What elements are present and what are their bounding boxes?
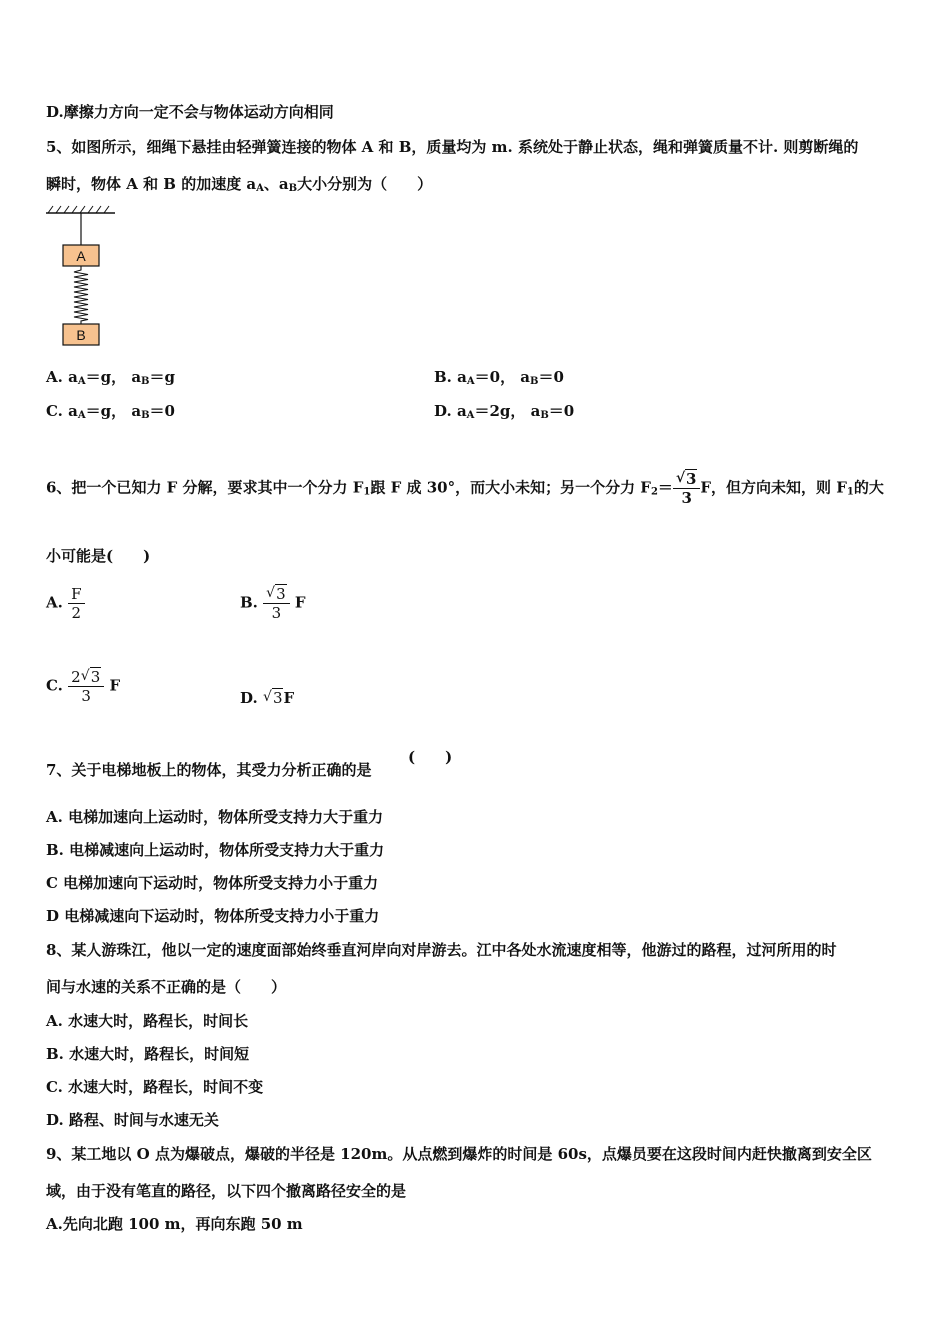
q9-stem-line2: 域，由于没有笔直的路径，以下四个撤离路径安全的是 — [46, 1182, 407, 1200]
q7-option-c: C 电梯加速向下运动时，物体所受支持力小于重力 — [46, 874, 379, 892]
q5-option-a: A. $a_A=g$， $a_B=g$ — [46, 368, 175, 387]
q5-option-c: C. $a_A=g$， $a_B=0$ — [46, 402, 175, 421]
block-b-label: B — [76, 327, 86, 343]
q4-option-d: D.摩擦力方向一定不会与物体运动方向相同 — [46, 103, 334, 121]
q7-paren: ( ) — [408, 748, 453, 766]
q6-stem-line2: 小可能是( ) — [46, 547, 151, 565]
q6-option-b: B. √ 3 3 F — [240, 585, 306, 622]
q6-option-c: C. 2 √ 3 3 F — [46, 668, 121, 705]
q8-option-b: B. 水速大时，路程长，时间短 — [46, 1045, 250, 1063]
q8-stem-line1: 8、某人游珠江，他以一定的速度面部始终垂直河岸向对岸游去。江中各处水流速度相等，他游过的路程，过河所用的时 — [46, 941, 837, 959]
q8-option-c: C. 水速大时，路程长，时间不变 — [46, 1078, 264, 1096]
spring — [74, 266, 88, 324]
q7-stem: 7、关于电梯地板上的物体，其受力分析正确的是 — [46, 761, 372, 779]
q9-stem-line1: 9、某工地以 O 点为爆破点，爆破的半径是 120m。从点燃到爆炸的时间是 60s，点爆员要在这段时间内赶快撤离到安全区 — [46, 1145, 872, 1163]
block-a-label: A — [76, 248, 86, 264]
q8-stem-line2: 间与水速的关系不正确的是（ ） — [46, 978, 287, 996]
q5-option-b: B. $a_A=0$， $a_B=0$ — [434, 368, 564, 387]
q9-option-a: A.先向北跑 100 m，再向东跑 50 m — [46, 1215, 303, 1233]
q7-option-a: A. 电梯加速向上运动时，物体所受支持力大于重力 — [46, 808, 384, 826]
q8-option-d: D. 路程、时间与水速无关 — [46, 1111, 219, 1129]
ceiling-hatch — [46, 206, 115, 213]
q5-stem-line1: 5、如图所示，细绳下悬挂由轻弹簧连接的物体 A 和 B，质量均为 m. 系统处于静止状态，绳和弹簧质量不计. 则剪断绳的 — [46, 138, 859, 156]
spring-block-figure — [40, 200, 120, 350]
q6-option-d: D. √ 3F — [240, 689, 295, 707]
q5-option-d: D. $a_A=2g$， $a_B=0$ — [434, 402, 575, 421]
q6-stem-line1: 6、把一个已知力 F 分解，要求其中一个分力 $F_1$跟 F 成 30°，而大小未知；另一个分力 $F_2=$ √ 3 3 F，但方向未知，则 $F_1$的大 — [46, 470, 884, 507]
q5-stem-line2: 瞬时，物体 A 和 B 的加速度 $a_A$、$a_B$大小分别为（ ） — [46, 175, 433, 194]
q6-option-a: A. $\frac{F}{2}$ — [46, 585, 85, 622]
q8-option-a: A. 水速大时，路程长，时间长 — [46, 1012, 249, 1030]
q7-option-b: B. 电梯减速向上运动时，物体所受支持力大于重力 — [46, 841, 385, 859]
q6-stem-fraction: √ 3 3 — [673, 470, 700, 507]
q7-option-d: D 电梯减速向下运动时，物体所受支持力小于重力 — [46, 907, 380, 925]
